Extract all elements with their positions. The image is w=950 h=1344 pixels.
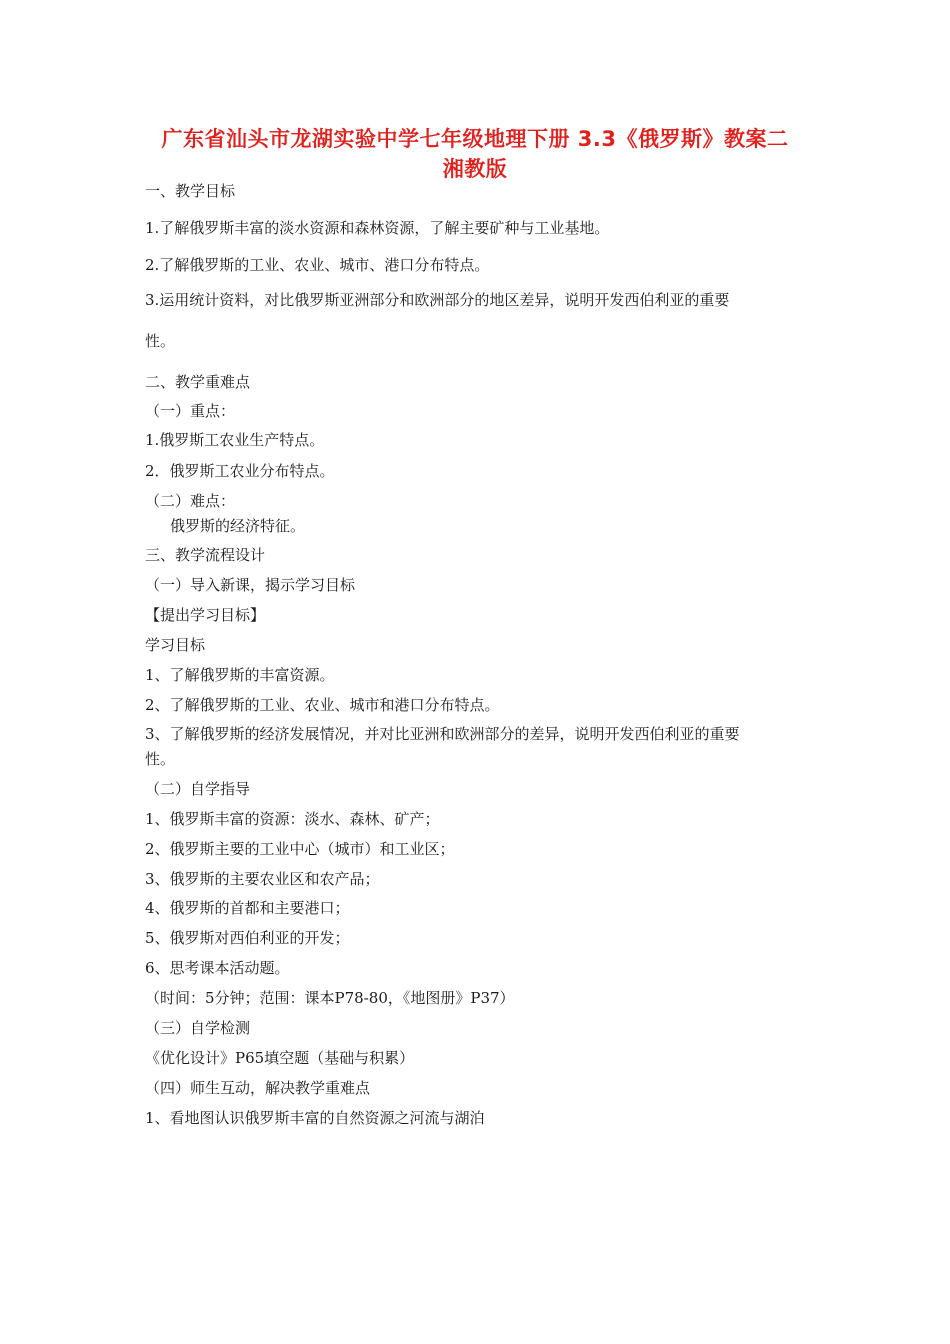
guide-item-1: 1、俄罗斯丰富的资源：淡水、森林、矿产； <box>145 810 440 828</box>
self-test-item: 《优化设计》P65填空题（基础与积累） <box>145 1049 415 1067</box>
step-3-heading: （三）自学检测 <box>145 1019 251 1037</box>
section-heading-key-points: 二、教学重难点 <box>145 373 251 391</box>
objective-item-3: 3.运用统计资料，对比俄罗斯亚洲部分和欧洲部分的地区差异，说明开发西伯利亚的重要 <box>145 291 730 309</box>
guide-item-6: 6、思考课本活动题。 <box>145 959 290 977</box>
key-item-1: 1.俄罗斯工农业生产特点。 <box>145 431 325 449</box>
interaction-item-1: 1、看地图认识俄罗斯丰富的自然资源之河流与湖泊 <box>145 1109 485 1127</box>
section-heading-objectives: 一、教学目标 <box>145 182 236 200</box>
learning-objectives-label: 学习目标 <box>145 636 206 654</box>
learning-objective-2: 2、了解俄罗斯的工业、农业、城市和港口分布特点。 <box>145 696 500 714</box>
bracket-heading-objectives: 【提出学习目标】 <box>145 606 266 624</box>
document-title <box>140 124 810 184</box>
difficult-item: 俄罗斯的经济特征。 <box>170 517 306 535</box>
step-1-heading: （一）导入新课，揭示学习目标 <box>145 576 356 594</box>
guide-time-note: （时间：5分钟；范围：课本P78-80，《地图册》P37） <box>145 989 515 1007</box>
step-2-heading: （二）自学指导 <box>145 780 251 798</box>
objective-item-1: 1.了解俄罗斯丰富的淡水资源和森林资源，了解主要矿种与工业基地。 <box>145 219 610 237</box>
subheading-difficult: （二）难点： <box>145 492 236 510</box>
subheading-key: （一）重点： <box>145 402 236 420</box>
key-item-2: 2．俄罗斯工农业分布特点。 <box>145 462 335 480</box>
learning-objective-3-continued: 性。 <box>145 750 176 768</box>
section-heading-process: 三、教学流程设计 <box>145 546 266 564</box>
guide-item-4: 4、俄罗斯的首都和主要港口； <box>145 899 350 917</box>
objective-item-2: 2.了解俄罗斯的工业、农业、城市、港口分布特点。 <box>145 256 490 274</box>
learning-objective-3: 3、了解俄罗斯的经济发展情况，并对比亚洲和欧洲部分的差异，说明开发西伯利亚的重要 <box>145 725 740 743</box>
objective-item-3-continued: 性。 <box>145 332 176 350</box>
guide-item-5: 5、俄罗斯对西伯利亚的开发； <box>145 929 350 947</box>
guide-item-3: 3、俄罗斯的主要农业区和农产品； <box>145 870 380 888</box>
step-4-heading: （四）师生互动，解决教学重难点 <box>145 1079 371 1097</box>
learning-objective-1: 1、了解俄罗斯的丰富资源。 <box>145 666 335 684</box>
guide-item-2: 2、俄罗斯主要的工业中心（城市）和工业区； <box>145 840 455 858</box>
title-line-1: 广东省汕头市龙湖实验中学七年级地理下册 3.3《俄罗斯》教案二 <box>161 127 789 151</box>
title-line-2: 湘教版 <box>442 157 508 181</box>
